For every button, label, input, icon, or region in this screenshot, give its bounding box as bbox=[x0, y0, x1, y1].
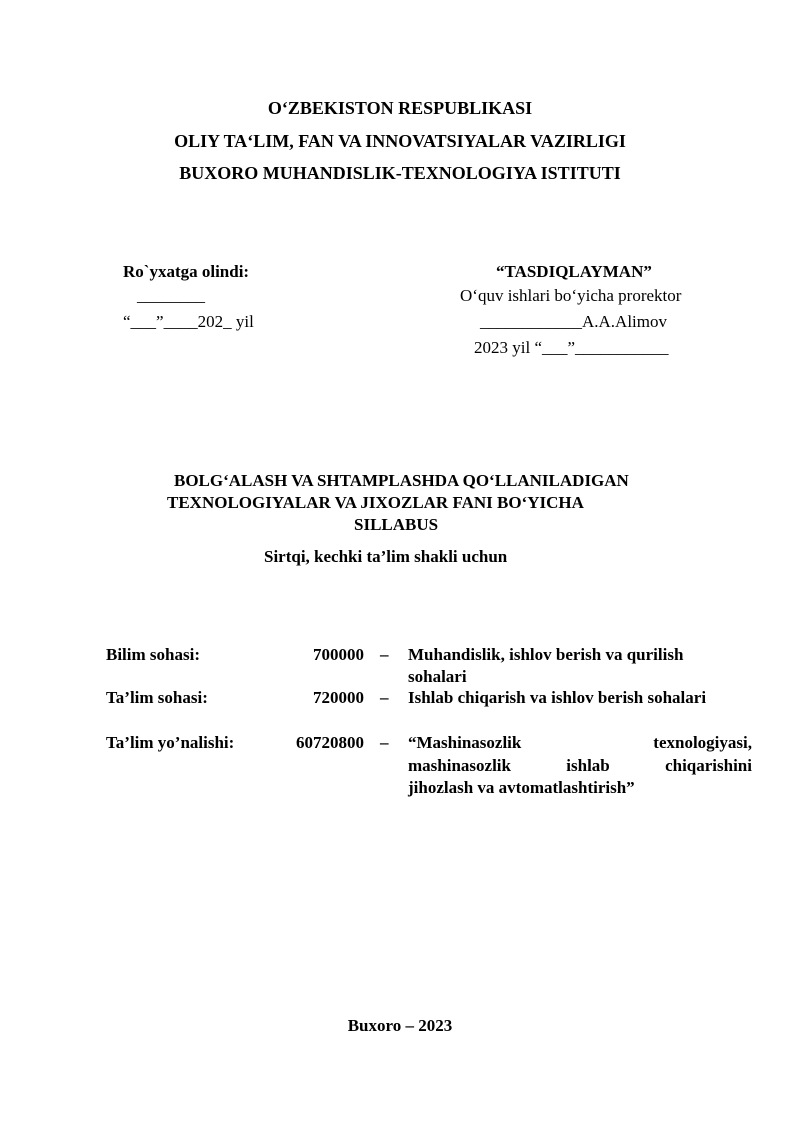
field-dash: – bbox=[380, 733, 389, 752]
field-value-line: Ishlab chiqarish va ishlov berish sohalari bbox=[408, 688, 707, 707]
approval-title: “TASDIQLAYMAN” bbox=[496, 262, 652, 281]
field-value-line: “Mashinasozlik texnologiyasi, bbox=[408, 733, 752, 752]
field-code-talim-yonalishi: 60720800 bbox=[296, 733, 364, 752]
institute-name: BUXORO MUHANDISLIK-TEXNOLOGIYA ISTITUTI bbox=[179, 163, 621, 183]
document-title-line3: SILLABUS bbox=[354, 515, 439, 534]
document-title-line2: TEXNOLOGIYALAR VA JIXOZLAR FANI BO‘YICHA bbox=[167, 493, 584, 512]
field-label-bilim-sohasi: Bilim sohasi: bbox=[106, 645, 200, 664]
field-label-talim-yonalishi: Ta’lim yo’nalishi: bbox=[106, 733, 235, 752]
approver-signature-line: ____________A.A.Alimov bbox=[480, 312, 667, 331]
registration-number-line: ________ bbox=[137, 286, 205, 305]
place-and-year: Buxoro – 2023 bbox=[347, 1016, 453, 1035]
field-code-bilim-sohasi: 700000 bbox=[313, 645, 364, 664]
field-value-line: sohalari bbox=[408, 667, 467, 686]
field-value-line: mashinasozlik ishlab chiqarishini bbox=[408, 756, 752, 775]
registration-date-line: “___”____202_ yil bbox=[123, 312, 254, 331]
document-title-line1: BOLG‘ALASH VA SHTAMPLASHDA QO‘LLANILADIGAN bbox=[174, 471, 629, 490]
field-code-talim-sohasi: 720000 bbox=[313, 688, 364, 707]
field-dash: – bbox=[380, 645, 389, 664]
document-subtitle: Sirtqi, kechki ta’lim shakli uchun bbox=[264, 547, 508, 566]
registered-title: Ro`yxatga olindi: bbox=[123, 262, 250, 281]
ministry-header-line2: OLIY TA‘LIM, FAN VA INNOVATSIYALAR VAZIRLIGI bbox=[174, 131, 626, 151]
approver-position: O‘quv ishlari bo‘yicha prorektor bbox=[460, 286, 682, 305]
field-value-line: jihozlash va avtomatlashtirish” bbox=[408, 778, 635, 797]
ministry-header-line1: O‘ZBEKISTON RESPUBLIKASI bbox=[267, 98, 533, 118]
field-value-line: Muhandislik, ishlov berish va qurilish bbox=[408, 645, 684, 664]
approval-date-line: 2023 yil “___”___________ bbox=[474, 338, 669, 357]
field-label-talim-sohasi: Ta’lim sohasi: bbox=[106, 688, 208, 707]
field-dash: – bbox=[380, 688, 389, 707]
